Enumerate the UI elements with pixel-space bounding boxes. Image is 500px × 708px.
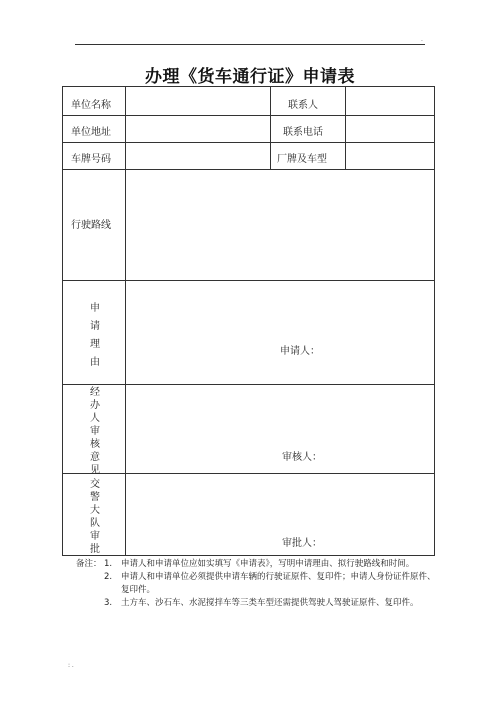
approver-label: 审批人：	[282, 538, 322, 549]
document-title: 办理《货车通行证》申请表	[145, 67, 355, 87]
note-number: 1.	[104, 559, 113, 569]
plate-label: 车牌号码	[71, 154, 111, 165]
route-field[interactable]	[126, 170, 435, 280]
header-rule	[75, 44, 425, 45]
police-approval-field[interactable]	[126, 474, 435, 556]
note-number: 3.	[104, 598, 113, 608]
unit-name-label: 单位名称	[71, 100, 111, 111]
reason-label: 申 请 理 由	[90, 303, 100, 368]
route-label: 行驶路线	[71, 220, 111, 231]
note-item	[76, 597, 436, 610]
note-text: 申请人和申请单位应如实填写《申请表》，写明申请理由、拟行驶路线和时间。	[121, 559, 415, 569]
unit-address-field[interactable]	[126, 115, 270, 142]
brand-model-field[interactable]	[346, 142, 435, 169]
mid-column-divider	[270, 87, 271, 169]
police-approval-label: 交 警 大 队 审 批	[90, 479, 100, 555]
footer-mark: : .	[68, 662, 74, 669]
plate-field[interactable]	[126, 142, 270, 169]
applicant-label: 申请人：	[280, 346, 320, 357]
unit-name-field[interactable]	[126, 87, 270, 115]
application-form	[62, 86, 435, 556]
note-number: 2.	[104, 572, 113, 582]
header-mark: .	[421, 36, 423, 43]
contact-phone-field[interactable]	[346, 115, 435, 142]
notes-label: 备注：	[76, 559, 102, 569]
handler-opinion-label: 经 办 人 审 核 意 见	[90, 387, 100, 476]
notes-section	[76, 558, 436, 610]
brand-model-label: 厂牌及车型	[277, 154, 327, 165]
handler-opinion-field[interactable]	[126, 385, 435, 473]
reviewer-label: 审核人：	[282, 452, 322, 463]
unit-address-label: 单位地址	[71, 127, 111, 138]
reason-field[interactable]	[126, 281, 435, 384]
note-item	[76, 558, 436, 571]
note-item	[76, 571, 436, 597]
contact-phone-label: 联系电话	[283, 127, 323, 138]
contact-field[interactable]	[346, 87, 435, 115]
note-text: 申请人和申请单位必须提供申请车辆的行驶证原件、复印件；申请人身份证件原件、复印件。	[121, 572, 436, 595]
note-text: 土方车、沙石车、水泥搅拌车等三类车型还需提供驾驶人驾驶证原件、复印件。	[121, 598, 419, 608]
contact-label: 联系人	[288, 100, 318, 111]
